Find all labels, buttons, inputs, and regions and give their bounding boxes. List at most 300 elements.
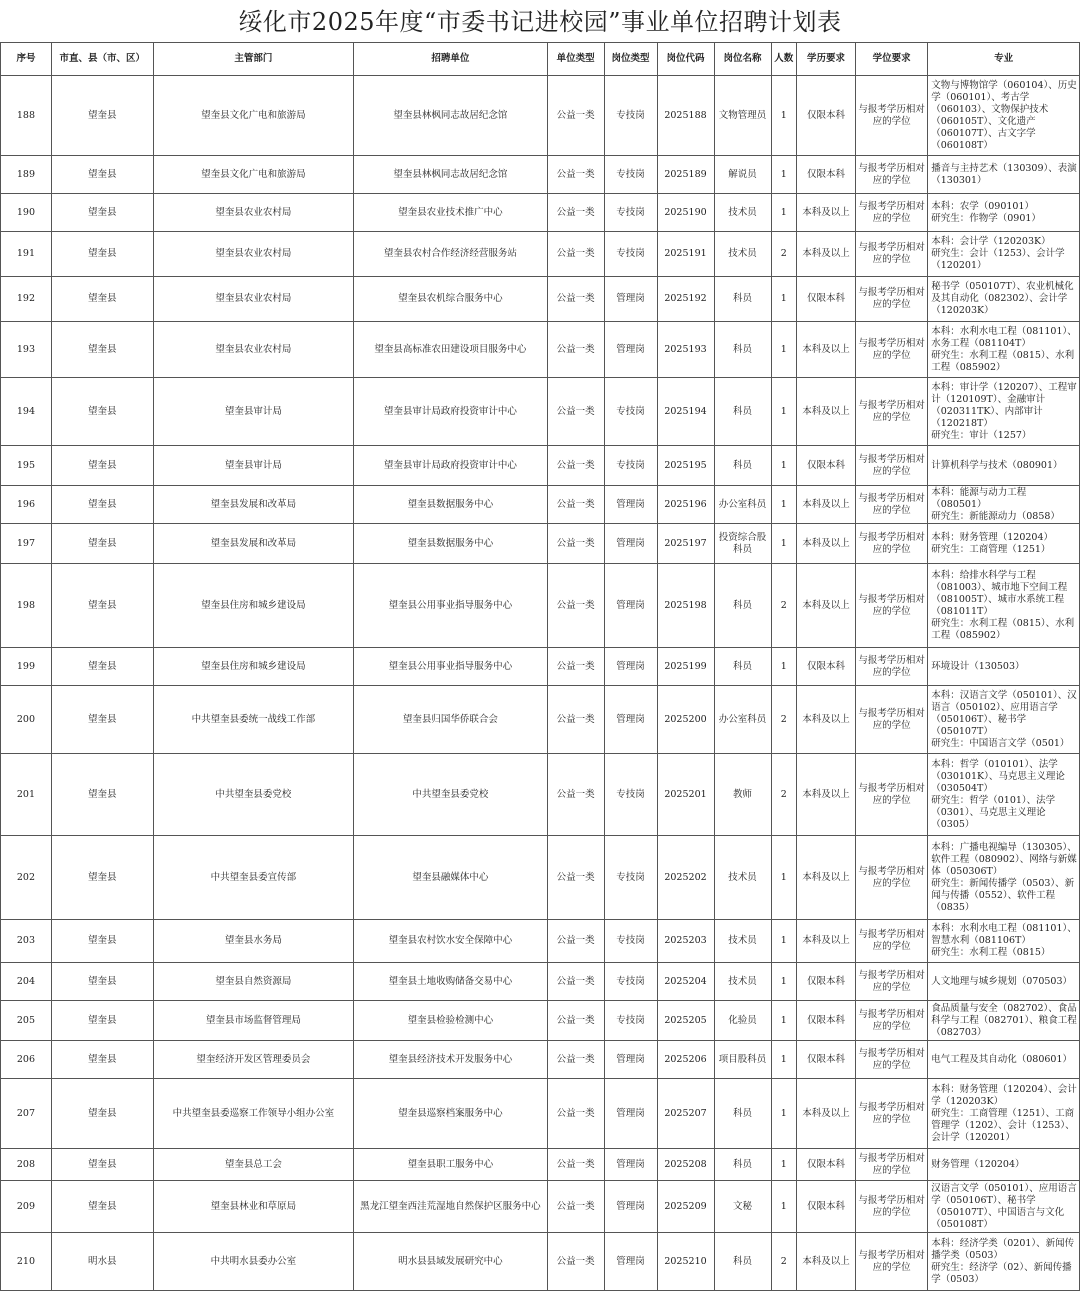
cell-major: 本科：审计学（120207）、工程审计（120109T）、金融审计（020311TK）、内部审计（120218T） 研究生：审计（1257） — [928, 378, 1080, 446]
cell-degree: 与报考学历相对应的学位 — [855, 836, 927, 920]
cell-unit-type: 公益一类 — [547, 194, 604, 232]
cell-major: 人文地理与城乡规划（070503） — [928, 963, 1080, 1001]
cell-post-type: 管理岗 — [604, 1149, 657, 1181]
cell-unit-type: 公益一类 — [547, 1149, 604, 1181]
page-title: 绥化市2025年度“市委书记进校园”事业单位招聘计划表 — [238, 8, 842, 36]
cell-education: 本科及以上 — [796, 686, 855, 754]
cell-degree: 与报考学历相对应的学位 — [855, 1001, 927, 1041]
cell-count: 1 — [771, 156, 796, 194]
cell-area: 望奎县 — [51, 378, 153, 446]
cell-post-name: 科员 — [714, 277, 771, 322]
cell-area: 望奎县 — [51, 963, 153, 1001]
cell-unit: 望奎县数据服务中心 — [354, 486, 547, 524]
cell-unit: 望奎县农机综合服务中心 — [354, 277, 547, 322]
cell-post-code: 2025200 — [657, 686, 714, 754]
cell-count: 2 — [771, 754, 796, 836]
cell-major: 本科：能源与动力工程（080501） 研究生：新能源动力（0858） — [928, 486, 1080, 524]
cell-unit-type: 公益一类 — [547, 754, 604, 836]
cell-degree: 与报考学历相对应的学位 — [855, 564, 927, 648]
table-row — [1, 686, 1080, 754]
cell-post-code: 2025192 — [657, 277, 714, 322]
cell-post-type: 管理岗 — [604, 277, 657, 322]
cell-post-name: 技术员 — [714, 920, 771, 963]
cell-count: 1 — [771, 1149, 796, 1181]
cell-count: 1 — [771, 963, 796, 1001]
cell-degree: 与报考学历相对应的学位 — [855, 156, 927, 194]
cell-number: 190 — [1, 194, 52, 232]
table-row — [1, 322, 1080, 378]
cell-post-code: 2025197 — [657, 524, 714, 564]
cell-area: 明水县 — [51, 1233, 153, 1291]
table-row — [1, 754, 1080, 836]
cell-post-code: 2025196 — [657, 486, 714, 524]
cell-unit: 望奎县林枫同志故居纪念馆 — [354, 76, 547, 156]
cell-post-type: 专技岗 — [604, 836, 657, 920]
cell-area: 望奎县 — [51, 232, 153, 277]
cell-education: 本科及以上 — [796, 378, 855, 446]
cell-unit: 望奎县检验检测中心 — [354, 1001, 547, 1041]
cell-post-type: 管理岗 — [604, 322, 657, 378]
cell-major: 食品质量与安全（082702）、食品科学与工程（082701）、粮食工程（082703） — [928, 1001, 1080, 1041]
cell-department: 望奎县农业农村局 — [153, 277, 354, 322]
cell-area: 望奎县 — [51, 322, 153, 378]
cell-unit: 望奎县归国华侨联合会 — [354, 686, 547, 754]
cell-post-name: 技术员 — [714, 836, 771, 920]
header-cell: 序号 — [1, 43, 52, 76]
cell-degree: 与报考学历相对应的学位 — [855, 322, 927, 378]
cell-unit: 望奎县公用事业指导服务中心 — [354, 648, 547, 686]
cell-post-type: 专技岗 — [604, 194, 657, 232]
cell-major: 计算机科学与技术（080901） — [928, 446, 1080, 486]
cell-major: 环境设计（130503） — [928, 648, 1080, 686]
cell-area: 望奎县 — [51, 648, 153, 686]
cell-major: 本科：财务管理（120204） 研究生：工商管理（1251） — [928, 524, 1080, 564]
cell-unit: 望奎县农村饮水安全保障中心 — [354, 920, 547, 963]
cell-number: 202 — [1, 836, 52, 920]
cell-area: 望奎县 — [51, 446, 153, 486]
cell-post-type: 专技岗 — [604, 156, 657, 194]
cell-department: 望奎县农业农村局 — [153, 232, 354, 277]
cell-post-name: 教师 — [714, 754, 771, 836]
cell-degree: 与报考学历相对应的学位 — [855, 920, 927, 963]
table-row — [1, 1149, 1080, 1181]
cell-post-code: 2025202 — [657, 836, 714, 920]
header-cell: 岗位类型 — [604, 43, 657, 76]
cell-post-code: 2025189 — [657, 156, 714, 194]
cell-education: 本科及以上 — [796, 1233, 855, 1291]
cell-education: 本科及以上 — [796, 564, 855, 648]
cell-count: 2 — [771, 686, 796, 754]
header-row — [1, 43, 1080, 76]
cell-degree: 与报考学历相对应的学位 — [855, 232, 927, 277]
cell-area: 望奎县 — [51, 564, 153, 648]
table-row — [1, 524, 1080, 564]
cell-unit: 望奎县农村合作经济经营服务站 — [354, 232, 547, 277]
cell-post-code: 2025207 — [657, 1079, 714, 1149]
cell-education: 本科及以上 — [796, 486, 855, 524]
cell-unit-type: 公益一类 — [547, 564, 604, 648]
header-cell: 人数 — [771, 43, 796, 76]
table-row — [1, 1181, 1080, 1233]
cell-number: 198 — [1, 564, 52, 648]
cell-number: 193 — [1, 322, 52, 378]
cell-count: 2 — [771, 232, 796, 277]
cell-unit-type: 公益一类 — [547, 76, 604, 156]
cell-post-code: 2025190 — [657, 194, 714, 232]
cell-area: 望奎县 — [51, 920, 153, 963]
cell-degree: 与报考学历相对应的学位 — [855, 1041, 927, 1079]
cell-post-name: 科员 — [714, 648, 771, 686]
cell-area: 望奎县 — [51, 1079, 153, 1149]
cell-unit-type: 公益一类 — [547, 1041, 604, 1079]
cell-department: 望奎县发展和改革局 — [153, 524, 354, 564]
cell-unit-type: 公益一类 — [547, 963, 604, 1001]
cell-unit: 望奎县公用事业指导服务中心 — [354, 564, 547, 648]
cell-count: 1 — [771, 446, 796, 486]
cell-number: 196 — [1, 486, 52, 524]
cell-degree: 与报考学历相对应的学位 — [855, 486, 927, 524]
cell-post-code: 2025194 — [657, 378, 714, 446]
cell-department: 望奎县农业农村局 — [153, 194, 354, 232]
cell-education: 仅限本科 — [796, 446, 855, 486]
cell-number: 189 — [1, 156, 52, 194]
cell-education: 仅限本科 — [796, 156, 855, 194]
cell-number: 206 — [1, 1041, 52, 1079]
cell-major: 秘书学（050107T）、农业机械化及其自动化（082302）、会计学（120203K） — [928, 277, 1080, 322]
cell-major: 本科：会计学（120203K） 研究生：会计（1253）、会计学（120201） — [928, 232, 1080, 277]
cell-education: 仅限本科 — [796, 1001, 855, 1041]
cell-unit: 望奎县职工服务中心 — [354, 1149, 547, 1181]
cell-degree: 与报考学历相对应的学位 — [855, 648, 927, 686]
cell-post-name: 文物管理员 — [714, 76, 771, 156]
header-cell: 岗位名称 — [714, 43, 771, 76]
cell-post-type: 专技岗 — [604, 1001, 657, 1041]
cell-unit-type: 公益一类 — [547, 524, 604, 564]
cell-unit-type: 公益一类 — [547, 1079, 604, 1149]
cell-post-name: 投资综合股科员 — [714, 524, 771, 564]
cell-education: 仅限本科 — [796, 648, 855, 686]
cell-area: 望奎县 — [51, 76, 153, 156]
cell-post-name: 文秘 — [714, 1181, 771, 1233]
cell-unit-type: 公益一类 — [547, 686, 604, 754]
cell-post-code: 2025205 — [657, 1001, 714, 1041]
cell-education: 仅限本科 — [796, 277, 855, 322]
cell-unit-type: 公益一类 — [547, 648, 604, 686]
cell-department: 望奎县审计局 — [153, 378, 354, 446]
table-row — [1, 486, 1080, 524]
cell-area: 望奎县 — [51, 1041, 153, 1079]
cell-unit-type: 公益一类 — [547, 486, 604, 524]
cell-education: 仅限本科 — [796, 963, 855, 1001]
cell-post-code: 2025193 — [657, 322, 714, 378]
cell-unit-type: 公益一类 — [547, 322, 604, 378]
cell-major: 本科：给排水科学与工程（081003）、城市地下空间工程（081005T）、城市水系统工程（081011T） 研究生：水利工程（0815）、水利工程（085902） — [928, 564, 1080, 648]
cell-area: 望奎县 — [51, 686, 153, 754]
cell-count: 1 — [771, 648, 796, 686]
cell-major: 财务管理（120204） — [928, 1149, 1080, 1181]
table-row — [1, 232, 1080, 277]
table-row — [1, 963, 1080, 1001]
table-row — [1, 1079, 1080, 1149]
cell-number: 188 — [1, 76, 52, 156]
cell-department: 望奎县林业和草原局 — [153, 1181, 354, 1233]
cell-area: 望奎县 — [51, 156, 153, 194]
header-cell: 学位要求 — [855, 43, 927, 76]
cell-department: 望奎县住房和城乡建设局 — [153, 564, 354, 648]
cell-post-name: 化验员 — [714, 1001, 771, 1041]
header-cell: 岗位代码 — [657, 43, 714, 76]
cell-area: 望奎县 — [51, 524, 153, 564]
cell-post-type: 管理岗 — [604, 1181, 657, 1233]
cell-education: 仅限本科 — [796, 76, 855, 156]
cell-count: 1 — [771, 378, 796, 446]
cell-count: 2 — [771, 564, 796, 648]
cell-count: 1 — [771, 277, 796, 322]
cell-major: 本科：水利水电工程（081101）、智慧水利（081106T） 研究生：水利工程（0815） — [928, 920, 1080, 963]
cell-count: 2 — [771, 1233, 796, 1291]
cell-department: 望奎县审计局 — [153, 446, 354, 486]
header-cell: 招聘单位 — [354, 43, 547, 76]
cell-education: 本科及以上 — [796, 524, 855, 564]
cell-number: 194 — [1, 378, 52, 446]
cell-post-name: 办公室科员 — [714, 686, 771, 754]
cell-department: 望奎县自然资源局 — [153, 963, 354, 1001]
cell-department: 中共望奎县委统一战线工作部 — [153, 686, 354, 754]
cell-post-name: 办公室科员 — [714, 486, 771, 524]
cell-unit: 望奎县审计局政府投资审计中心 — [354, 446, 547, 486]
table-row — [1, 648, 1080, 686]
cell-post-code: 2025203 — [657, 920, 714, 963]
cell-post-type: 管理岗 — [604, 648, 657, 686]
cell-degree: 与报考学历相对应的学位 — [855, 1149, 927, 1181]
cell-education: 本科及以上 — [796, 836, 855, 920]
cell-post-code: 2025188 — [657, 76, 714, 156]
cell-education: 本科及以上 — [796, 1079, 855, 1149]
cell-education: 本科及以上 — [796, 322, 855, 378]
table-row — [1, 446, 1080, 486]
cell-number: 204 — [1, 963, 52, 1001]
cell-degree: 与报考学历相对应的学位 — [855, 524, 927, 564]
cell-number: 203 — [1, 920, 52, 963]
cell-degree: 与报考学历相对应的学位 — [855, 277, 927, 322]
cell-post-name: 解说员 — [714, 156, 771, 194]
cell-post-type: 管理岗 — [604, 564, 657, 648]
cell-post-name: 科员 — [714, 1079, 771, 1149]
cell-number: 201 — [1, 754, 52, 836]
cell-department: 中共望奎县委宣传部 — [153, 836, 354, 920]
cell-post-code: 2025201 — [657, 754, 714, 836]
cell-major: 本科：财务管理（120204）、会计学（120203K） 研究生：工商管理（1251）、工商管理学（1202）、会计（1253）、会计学（120201） — [928, 1079, 1080, 1149]
cell-area: 望奎县 — [51, 754, 153, 836]
cell-education: 本科及以上 — [796, 754, 855, 836]
cell-count: 1 — [771, 486, 796, 524]
header-cell: 市直、县（市、区） — [51, 43, 153, 76]
cell-area: 望奎县 — [51, 486, 153, 524]
cell-number: 209 — [1, 1181, 52, 1233]
cell-unit-type: 公益一类 — [547, 836, 604, 920]
cell-department: 望奎县文化广电和旅游局 — [153, 76, 354, 156]
cell-number: 199 — [1, 648, 52, 686]
cell-post-type: 管理岗 — [604, 486, 657, 524]
cell-number: 205 — [1, 1001, 52, 1041]
cell-unit: 望奎县土地收购储备交易中心 — [354, 963, 547, 1001]
cell-count: 1 — [771, 524, 796, 564]
cell-degree: 与报考学历相对应的学位 — [855, 963, 927, 1001]
cell-post-name: 技术员 — [714, 232, 771, 277]
cell-major: 本科：广播电视编导（130305）、软件工程（080902）、网络与新媒体（050306T） 研究生：新闻传播学（0503）、新闻与传播（0552）、软件工程（0835） — [928, 836, 1080, 920]
cell-major: 本科：汉语言文学（050101）、汉语言（050102）、应用语言学（050106T）、秘书学（050107T） 研究生：中国语言文学（0501） — [928, 686, 1080, 754]
cell-department: 中共望奎县委巡察工作领导小组办公室 — [153, 1079, 354, 1149]
cell-number: 191 — [1, 232, 52, 277]
table-row — [1, 836, 1080, 920]
cell-education: 本科及以上 — [796, 920, 855, 963]
cell-area: 望奎县 — [51, 1001, 153, 1041]
cell-area: 望奎县 — [51, 836, 153, 920]
cell-major: 本科：农学（090101） 研究生：作物学（0901） — [928, 194, 1080, 232]
cell-post-type: 专技岗 — [604, 76, 657, 156]
cell-department: 望奎县市场监督管理局 — [153, 1001, 354, 1041]
cell-post-code: 2025198 — [657, 564, 714, 648]
cell-number: 208 — [1, 1149, 52, 1181]
cell-education: 仅限本科 — [796, 1149, 855, 1181]
cell-post-name: 科员 — [714, 446, 771, 486]
cell-unit-type: 公益一类 — [547, 1001, 604, 1041]
cell-post-code: 2025199 — [657, 648, 714, 686]
cell-degree: 与报考学历相对应的学位 — [855, 446, 927, 486]
cell-area: 望奎县 — [51, 277, 153, 322]
cell-degree: 与报考学历相对应的学位 — [855, 76, 927, 156]
cell-post-code: 2025204 — [657, 963, 714, 1001]
cell-major: 本科：经济学类（0201）、新闻传播学类（0503） 研究生：经济学（02）、新闻传播学（0503） — [928, 1233, 1080, 1291]
cell-count: 1 — [771, 1079, 796, 1149]
cell-department: 望奎县水务局 — [153, 920, 354, 963]
cell-unit: 黑龙江望奎西洼荒湿地自然保护区服务中心 — [354, 1181, 547, 1233]
cell-department: 望奎县发展和改革局 — [153, 486, 354, 524]
cell-count: 1 — [771, 322, 796, 378]
cell-post-code: 2025209 — [657, 1181, 714, 1233]
cell-education: 仅限本科 — [796, 1181, 855, 1233]
cell-department: 中共明水县委办公室 — [153, 1233, 354, 1291]
cell-area: 望奎县 — [51, 1181, 153, 1233]
cell-unit: 望奎县农业技术推广中心 — [354, 194, 547, 232]
cell-post-type: 专技岗 — [604, 963, 657, 1001]
cell-post-name: 科员 — [714, 1233, 771, 1291]
header-cell: 学历要求 — [796, 43, 855, 76]
cell-unit: 望奎县林枫同志故居纪念馆 — [354, 156, 547, 194]
cell-count: 1 — [771, 76, 796, 156]
cell-number: 197 — [1, 524, 52, 564]
cell-count: 1 — [771, 1041, 796, 1079]
cell-count: 1 — [771, 1001, 796, 1041]
cell-area: 望奎县 — [51, 1149, 153, 1181]
cell-post-type: 管理岗 — [604, 1079, 657, 1149]
cell-degree: 与报考学历相对应的学位 — [855, 754, 927, 836]
cell-count: 1 — [771, 920, 796, 963]
cell-post-type: 专技岗 — [604, 446, 657, 486]
cell-department: 中共望奎县委党校 — [153, 754, 354, 836]
table-row — [1, 156, 1080, 194]
cell-post-code: 2025210 — [657, 1233, 714, 1291]
cell-number: 195 — [1, 446, 52, 486]
cell-unit-type: 公益一类 — [547, 277, 604, 322]
table-row — [1, 194, 1080, 232]
cell-education: 本科及以上 — [796, 232, 855, 277]
cell-post-type: 专技岗 — [604, 754, 657, 836]
cell-degree: 与报考学历相对应的学位 — [855, 194, 927, 232]
cell-unit: 中共望奎县委党校 — [354, 754, 547, 836]
cell-post-name: 科员 — [714, 1149, 771, 1181]
cell-number: 192 — [1, 277, 52, 322]
cell-post-code: 2025191 — [657, 232, 714, 277]
cell-department: 望奎县住房和城乡建设局 — [153, 648, 354, 686]
cell-unit: 望奎县融媒体中心 — [354, 836, 547, 920]
cell-major: 电气工程及其自动化（080601） — [928, 1041, 1080, 1079]
cell-education: 本科及以上 — [796, 194, 855, 232]
cell-degree: 与报考学历相对应的学位 — [855, 1181, 927, 1233]
cell-unit: 望奎县数据服务中心 — [354, 524, 547, 564]
cell-degree: 与报考学历相对应的学位 — [855, 378, 927, 446]
cell-post-type: 专技岗 — [604, 920, 657, 963]
cell-post-name: 科员 — [714, 322, 771, 378]
cell-post-type: 管理岗 — [604, 1233, 657, 1291]
cell-post-type: 管理岗 — [604, 1041, 657, 1079]
cell-post-type: 管理岗 — [604, 686, 657, 754]
cell-major: 本科：水利水电工程（081101）、水务工程（081104T） 研究生：水利工程（0815）、水利工程（085902） — [928, 322, 1080, 378]
cell-unit-type: 公益一类 — [547, 920, 604, 963]
table-row — [1, 1001, 1080, 1041]
cell-degree: 与报考学历相对应的学位 — [855, 686, 927, 754]
cell-major: 播音与主持艺术（130309）、表演（130301） — [928, 156, 1080, 194]
cell-post-name: 项目股科员 — [714, 1041, 771, 1079]
cell-number: 210 — [1, 1233, 52, 1291]
cell-post-code: 2025195 — [657, 446, 714, 486]
cell-post-name: 技术员 — [714, 194, 771, 232]
cell-number: 200 — [1, 686, 52, 754]
cell-unit-type: 公益一类 — [547, 1181, 604, 1233]
cell-unit: 望奎县巡察档案服务中心 — [354, 1079, 547, 1149]
cell-post-type: 管理岗 — [604, 524, 657, 564]
cell-unit-type: 公益一类 — [547, 232, 604, 277]
cell-education: 仅限本科 — [796, 1041, 855, 1079]
recruitment-table — [0, 42, 1080, 1291]
cell-degree: 与报考学历相对应的学位 — [855, 1233, 927, 1291]
cell-post-name: 技术员 — [714, 963, 771, 1001]
cell-count: 1 — [771, 836, 796, 920]
cell-post-type: 专技岗 — [604, 378, 657, 446]
table-row — [1, 920, 1080, 963]
cell-post-type: 专技岗 — [604, 232, 657, 277]
cell-department: 望奎经济开发区管理委员会 — [153, 1041, 354, 1079]
header-cell: 专业 — [928, 43, 1080, 76]
cell-unit: 明水县县域发展研究中心 — [354, 1233, 547, 1291]
cell-department: 望奎县文化广电和旅游局 — [153, 156, 354, 194]
cell-post-code: 2025208 — [657, 1149, 714, 1181]
cell-unit: 望奎县审计局政府投资审计中心 — [354, 378, 547, 446]
table-row — [1, 277, 1080, 322]
table-row — [1, 1233, 1080, 1291]
cell-unit-type: 公益一类 — [547, 1233, 604, 1291]
cell-count: 1 — [771, 1181, 796, 1233]
table-row — [1, 1041, 1080, 1079]
header-cell: 单位类型 — [547, 43, 604, 76]
table-body — [1, 76, 1080, 1291]
cell-unit-type: 公益一类 — [547, 446, 604, 486]
cell-department: 望奎县总工会 — [153, 1149, 354, 1181]
cell-area: 望奎县 — [51, 194, 153, 232]
cell-post-name: 科员 — [714, 378, 771, 446]
cell-unit: 望奎县高标准农田建设项目服务中心 — [354, 322, 547, 378]
cell-count: 1 — [771, 194, 796, 232]
